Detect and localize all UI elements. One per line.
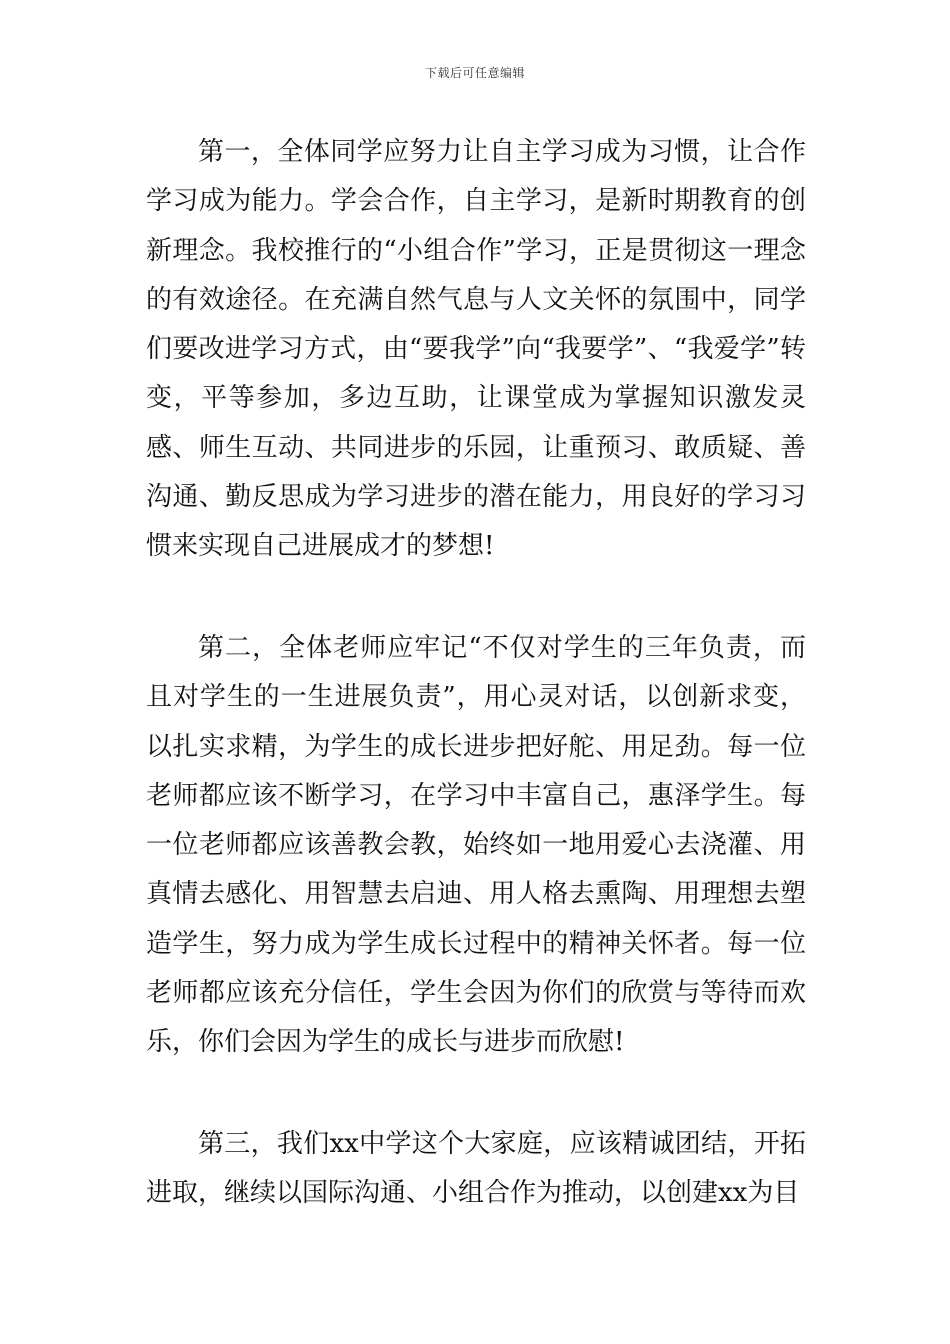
- body-paragraph: 第三，我们xx中学这个大家庭，应该精诚团结，开拓进取，继续以国际沟通、小组合作为推动，以创建xx为目: [146, 1129, 806, 1209]
- body-paragraph: 第一，全体同学应努力让自主学习成为习惯，让合作学习成为能力。学会合作，自主学习，是新时期教育的创新理念。我校推行的“小组合作”学习，正是贯彻这一理念的有效途径。在充满自然气息与人文关怀的氛围中，同学们要改进学习方式，由“要我学”向“我要学”、“我爱学”转变，平等参加，多边互助，让课堂成为掌握知识激发灵感、师生互动、共同进步的乐园，让重预习、敢质疑、善沟通、勤反思成为学习进步的潜在能力，用良好的学习习惯来实现自己进展成才的梦想!: [146, 137, 806, 562]
- body-paragraph: 第二，全体老师应牢记“不仅对学生的三年负责，而且对学生的一生进展负责”，用心灵对话，以创新求变，以扎实求精，为学生的成长进步把好舵、用足劲。每一位老师都应该不断学习，在学习中丰富自己，惠泽学生。每一位老师都应该善教会教，始终如一地用爱心去浇灌、用真情去感化、用智慧去启迪、用人格去熏陶、用理想去塑造学生，努力成为学生成长过程中的精神关怀者。每一位老师都应该充分信任，学生会因为你们的欣赏与等待而欢乐，你们会因为学生的成长与进步而欣慰!: [146, 633, 806, 1058]
- paragraph-block-1: [146, 128, 806, 572]
- page-header-note: 下载后可任意编辑: [424, 66, 525, 80]
- paragraph-block-2: [146, 624, 806, 1068]
- paragraph-block-3: [146, 1120, 806, 1219]
